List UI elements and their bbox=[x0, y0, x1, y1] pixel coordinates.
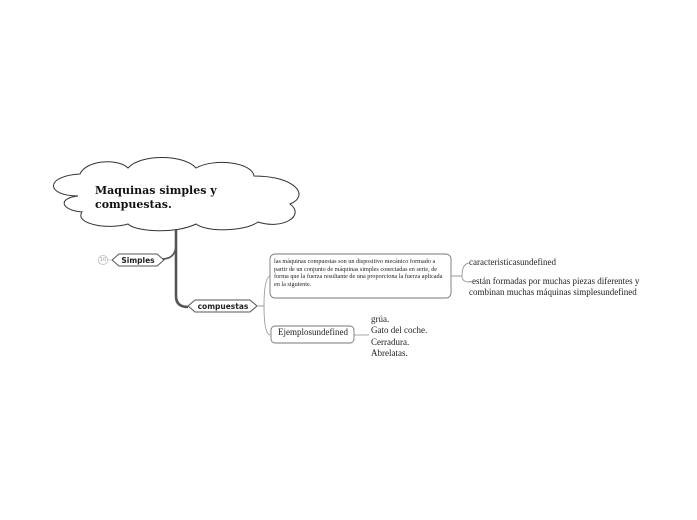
caracteristicas-text: caracteristicasundefined bbox=[469, 257, 556, 267]
root-title: Maquinas simples y compuestas. bbox=[95, 184, 217, 211]
main-branch-line bbox=[176, 222, 188, 307]
collapse-indicator-label: 10 bbox=[99, 257, 107, 263]
example-item: Cerradura. bbox=[371, 336, 410, 347]
formadas-text: -están formadas por muchas piezas diferentes y combinan muchas máquinas simplesundefined bbox=[469, 276, 640, 297]
compuestas-label: compuestas bbox=[197, 302, 249, 311]
examples-list bbox=[371, 314, 427, 359]
simples-branch-line bbox=[162, 244, 176, 259]
simples-label: Simples bbox=[121, 256, 155, 265]
ejemplos-label: Ejemplosundefined bbox=[278, 327, 348, 337]
example-item: Abrelatas. bbox=[371, 347, 408, 358]
description-children-connector bbox=[451, 263, 469, 282]
example-item: Gato del coche. bbox=[371, 325, 428, 336]
compuestas-description: las máquinas compuestas son un dispositivo mecánico formado a partir de un conjunto de máquinas simples conectadas en serie, de forma que la fuerza resultante de una proporciona la fuerza aplicada en la siguiente. bbox=[274, 258, 443, 288]
compuestas-children-connector bbox=[257, 276, 270, 335]
example-item: grúa. bbox=[371, 314, 390, 324]
